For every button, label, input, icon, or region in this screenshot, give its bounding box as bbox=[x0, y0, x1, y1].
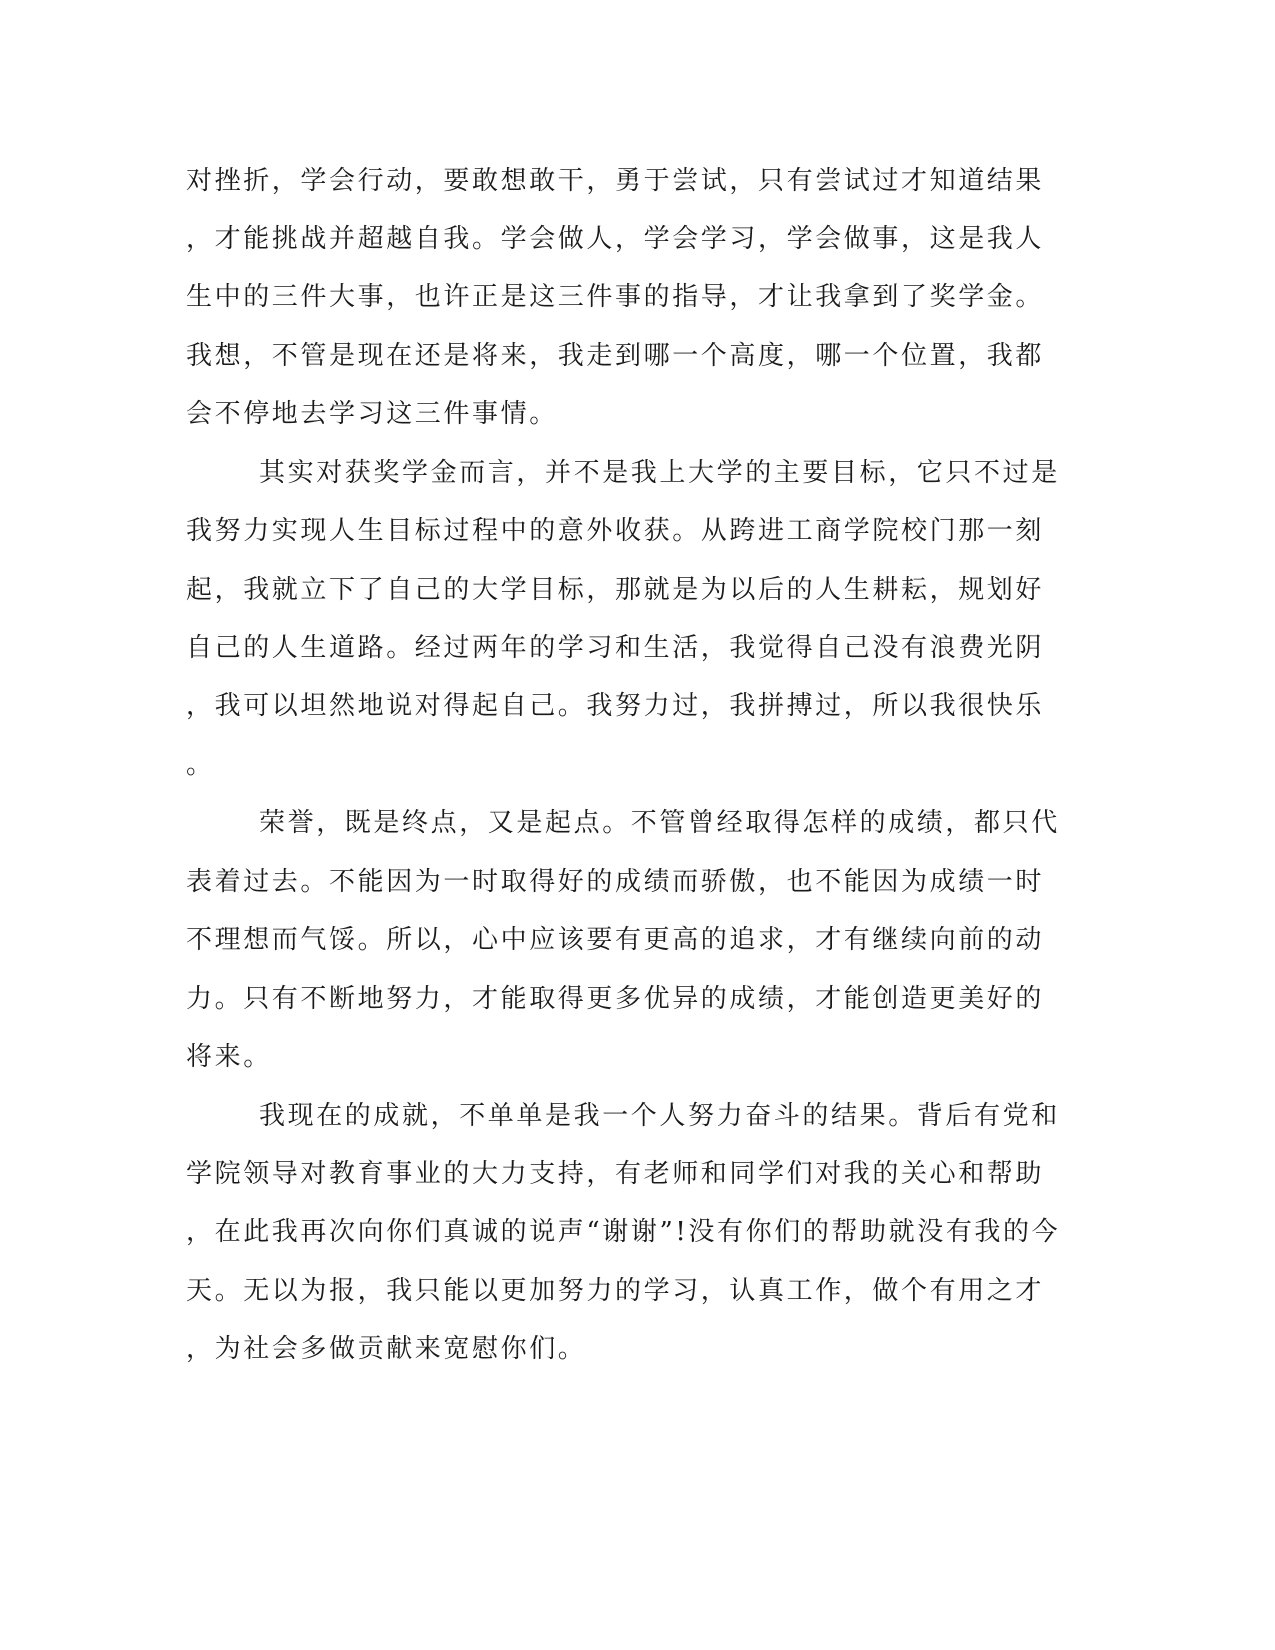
paragraph-first-line: 我现在的成就，不单单是我一个人努力奋斗的结果。背后有党和 bbox=[259, 1101, 1060, 1131]
text-line: 将来。 bbox=[186, 1042, 272, 1072]
text-line: 。 bbox=[186, 750, 215, 780]
paragraph-first-line: 荣誉，既是终点，又是起点。不管曾经取得怎样的成绩，都只代 bbox=[259, 808, 1060, 838]
text-line: ，在此我再次向你们真诚的说声“谢谢”!没有你们的帮助就没有我的今 bbox=[186, 1217, 1061, 1247]
text-line: 学院领导对教育事业的大力支持，有老师和同学们对我的关心和帮助 bbox=[186, 1159, 1045, 1189]
text-line: 力。只有不断地努力，才能取得更多优异的成绩，才能创造更美好的 bbox=[186, 984, 1045, 1014]
text-line: ，我可以坦然地说对得起自己。我努力过，我拼搏过，所以我很快乐 bbox=[186, 691, 1045, 721]
text-line: 生中的三件大事，也许正是这三件事的指导，才让我拿到了奖学金。 bbox=[186, 282, 1045, 312]
text-line: ，为社会多做贡献来宽慰你们。 bbox=[186, 1334, 587, 1364]
text-line: 我努力实现人生目标过程中的意外收获。从跨进工商学院校门那一刻 bbox=[186, 516, 1045, 546]
text-line: 对挫折，学会行动，要敢想敢干，勇于尝试，只有尝试过才知道结果 bbox=[186, 166, 1045, 196]
text-line: 表着过去。不能因为一时取得好的成绩而骄傲，也不能因为成绩一时 bbox=[186, 867, 1045, 897]
text-line: 自己的人生道路。经过两年的学习和生活，我觉得自己没有浪费光阴 bbox=[186, 633, 1045, 663]
text-line: 会不停地去学习这三件事情。 bbox=[186, 399, 558, 429]
text-line: 不理想而气馁。所以，心中应该要有更高的追求，才有继续向前的动 bbox=[186, 925, 1045, 955]
text-line: 我想，不管是现在还是将来，我走到哪一个高度，哪一个位置，我都 bbox=[186, 341, 1045, 371]
text-line: ，才能挑战并超越自我。学会做人，学会学习，学会做事，这是我人 bbox=[186, 224, 1045, 254]
paragraph-first-line: 其实对获奖学金而言，并不是我上大学的主要目标，它只不过是 bbox=[259, 458, 1060, 488]
text-line: 起，我就立下了自己的大学目标，那就是为以后的人生耕耘，规划好 bbox=[186, 575, 1045, 605]
text-line: 天。无以为报，我只能以更加努力的学习，认真工作，做个有用之才 bbox=[186, 1276, 1045, 1306]
